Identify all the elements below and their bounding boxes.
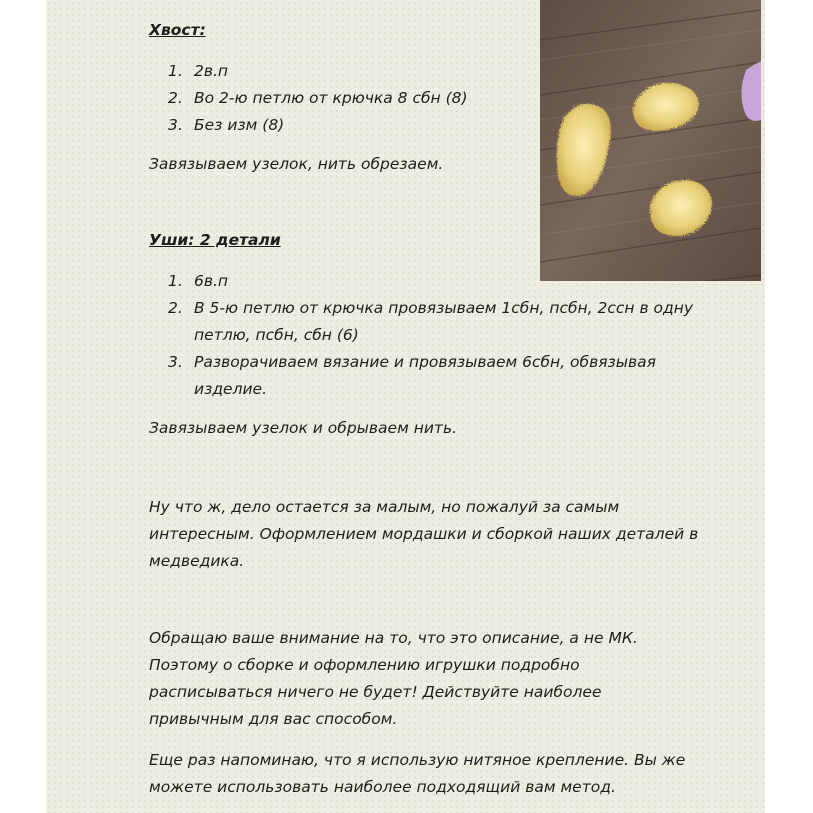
tail-note: Завязываем узелок, нить обрезаем.	[149, 155, 444, 173]
tail-steps-list	[168, 58, 468, 139]
tail-heading: Хвост:	[149, 21, 206, 39]
paragraph-notice: Обращаю ваше внимание на то, что это описание, а не МК. Поэтому о сборке и оформлению игрушки подробно расписываться ничего не будет! Действуйте наиболее привычным для вас способом.	[149, 629, 638, 728]
list-item: 3. Разворачиваем вязание и провязываем 6сбн, обвязывая изделие.	[168, 353, 656, 398]
list-item: 3. Без изм (8)	[168, 116, 285, 134]
paragraph-assembly: Ну что ж, дело остается за малым, но пожалуй за самым интересным. Оформлением мордашки и сборкой наших деталей в медведика.	[149, 498, 699, 570]
crochet-pieces-photo	[540, 0, 761, 281]
paragraph-reminder: Еще раз напоминаю, что я использую нитяное крепление. Вы же можете использовать наиболее подходящий вам метод.	[149, 751, 686, 796]
ears-note: Завязываем узелок и обрываем нить.	[149, 419, 458, 437]
list-item: 1. 6в.п	[168, 272, 229, 290]
document-page	[46, 0, 765, 813]
ears-steps-list	[168, 268, 728, 403]
list-item: 2. В 5-ю петлю от крючка провязываем 1сбн, псбн, 2ссн в одну петлю, псбн, сбн (6)	[168, 299, 694, 344]
list-item: 1. 2в.п	[168, 62, 229, 80]
ears-heading: Уши: 2 детали	[149, 231, 281, 249]
photo-illustration	[540, 0, 761, 281]
list-item: 2. Во 2-ю петлю от крючка 8 сбн (8)	[168, 89, 468, 107]
